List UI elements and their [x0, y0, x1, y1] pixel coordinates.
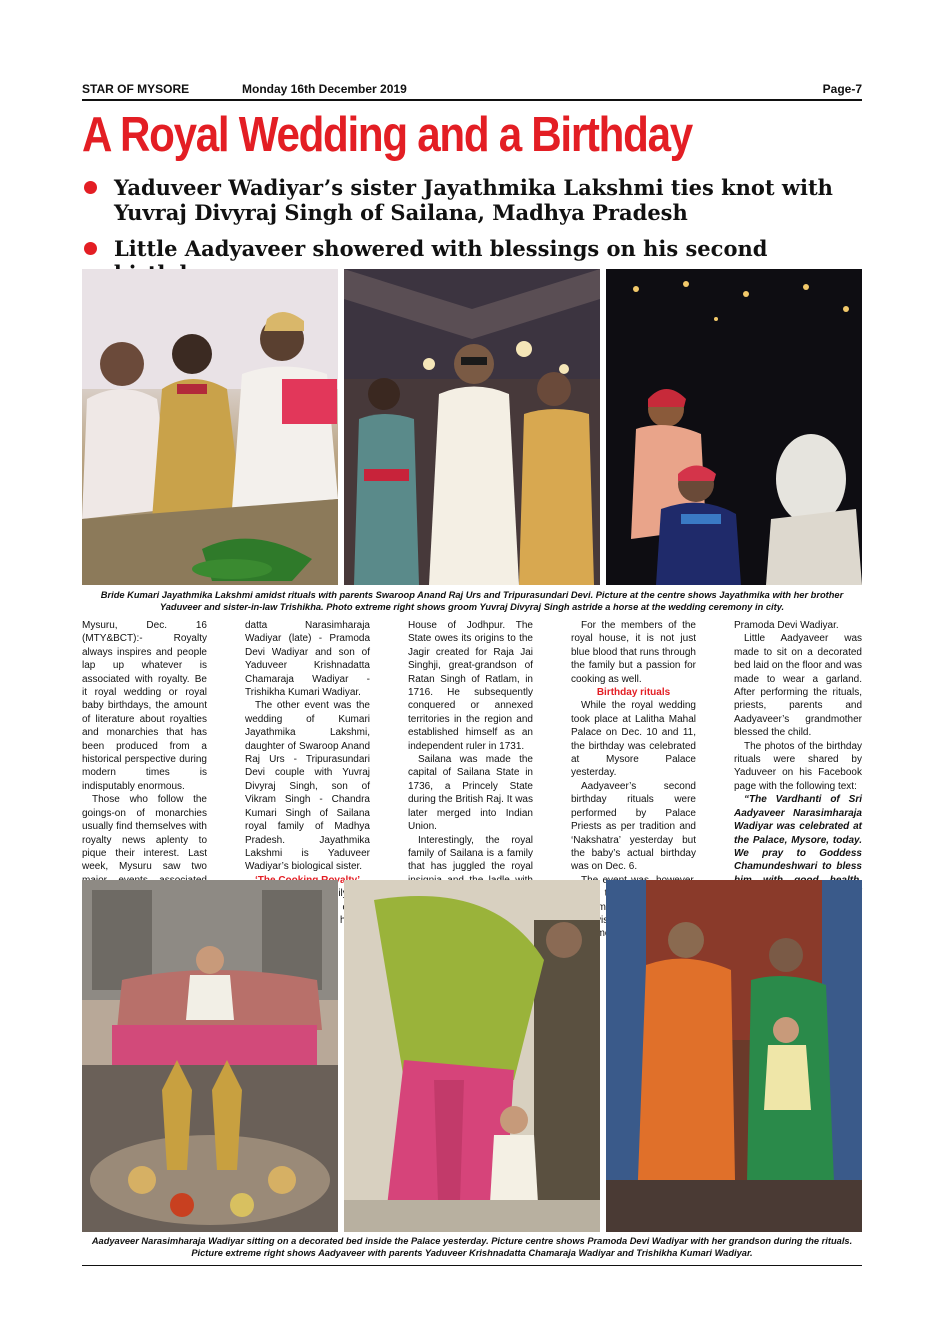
article-paragraph: datta Narasimharaja Wadiyar (late) - Pramoda Devi Wadiyar and son of Yaduveer Krishnadatta Chamaraja Wadiyar - Trishikha Kumari Wadiyar. — [245, 620, 370, 699]
article-column-5 — [734, 619, 862, 879]
bottom-caption: Aadyaveer Narasimharaja Wadiyar sitting on a decorated bed inside the Palace yesterday. Picture centre shows Pramoda Devi Wadiyar with her grandson during the rituals. Picture extreme right shows Aadyaveer with parents Yaduveer Krishnadatta Chamaraja Wadiyar and Trishikha Kumari Wadiyar. — [91, 1236, 853, 1258]
photo-bride-with-brother-art — [344, 269, 600, 585]
photo-groom-on-horse — [606, 269, 862, 585]
bullet-birthday-text: Little Aadyaveer showered with blessings on his second — [114, 236, 768, 261]
article-column-3 — [408, 619, 533, 879]
article-paragraph: Aadyaveer’s second birthday rituals were performed by Palace Priests as per tradition and ‘Nakshatra’ yesterday but the baby’s actual birthday was on Dec. 6. — [571, 780, 696, 873]
photo-bride-rituals-art — [82, 269, 338, 585]
subhead-cooking-royalty: Royalty’ — [321, 874, 360, 886]
facebook-quote: “The Vardhanti of Sri Aadyaveer Narasimharaja Wadiyar was celebrated at the Palace, Mysore, today. We pray to Goddess Chamundeshwari to bless — [734, 794, 862, 873]
bullet-wedding — [82, 175, 862, 225]
article-column-2 — [245, 619, 370, 886]
masthead — [82, 78, 862, 98]
article-paragraph: Those who follow the goings-on of monarchies usually find themselves with royalty news aplenty to pique their interest. Last week, Mysuru saw two — [82, 794, 207, 873]
article-paragraph: House of Jodhpur. The State owes its origins to the Jagir created for Raja Jai Singhji, great-grandson of Ratan Singh of Ratlam, in 1716. He subsequently conquered or annexed territories in the region and established himself as an independent ruler in 1731. — [408, 620, 533, 752]
article-paragraph: Little Aadyaveer was made to sit on a decorated bed laid on the floor and was made to wear a garland. After performing the rituals, priests, parents and Aadyaveer’s grandmother blessed the child. — [734, 633, 862, 739]
footer-rule — [82, 1265, 862, 1266]
subhead-birthday-rituals: Birthday rituals — [596, 687, 671, 699]
article-paragraph: Interestingly, the royal family of Sailana is a family that has juggled the royal — [408, 834, 533, 873]
photo-aadyaveer-on-bed — [82, 880, 338, 1232]
photo-pramoda-devi-with-grandson-art — [344, 880, 600, 1232]
photo-pramoda-devi-with-grandson — [344, 880, 600, 1232]
photo-bride-with-brother — [344, 269, 600, 585]
article-paragraph: The photos of the birthday rituals were shared by Yaduveer on his Facebook page with the following text: — [734, 740, 862, 792]
article-paragraph: Pramoda Devi Wadiyar. — [734, 620, 839, 631]
bullet-wedding-text: Yaduveer Wadiyar’s sister Jayathmika Lakshmi ties knot with Yuvraj Divyraj Singh of Sailana, Madhya Pradesh — [114, 175, 833, 225]
bullet-dot-icon — [84, 181, 97, 194]
photo-bride-rituals — [82, 269, 338, 585]
page-number: Page-7 — [822, 82, 862, 96]
photo-aadyaveer-on-bed-art — [82, 880, 338, 1232]
article-paragraph: Mysuru, Dec. 16 (MTY&BCT):- Royalty always inspires and people lap up whatever is associated with royalty. Be it royal wedding or royal baby birthdays, the amount of literature about royalties and monarchies that has been produced from a historical perspective during modern times is indisputably enormous. — [82, 620, 207, 792]
masthead-rule — [82, 99, 862, 101]
article-column-1 — [82, 619, 207, 879]
article-paragraph: The other event was the wedding of Kumari Jayathmika Lakshmi, daughter of Swaroop Anand Raj Urs - Tripurasundari Devi couple with Yuvraj Divyraj Singh, son of Vikram Singh - Chandra Kumari Singh of Sailana royal family of Madhya Pradesh. Jayathmika Lakshmi is Yaduveer Wadiyar’s biological sister. — [245, 700, 370, 873]
paper-name: STAR OF MYSORE — [82, 82, 190, 96]
photo-aadyaveer-with-parents — [606, 880, 862, 1232]
bullet-dot-icon — [84, 242, 97, 255]
article-paragraph: While the royal wedding took place at Lalitha Mahal Palace on Dec. 10 and 11, the birthday was celebrated at Mysore Palace yesterday. — [571, 700, 696, 779]
article-paragraph: Sailana was made the capital of Sailana State in 1736, a Princely State during the British Raj. It was later merged into Indian Union. — [408, 754, 533, 833]
top-caption: Bride Kumari Jayathmika Lakshmi amidst rituals with parents Swaroop Anand Raj Urs and Tripurasundari Devi. Picture at the centre shows Jayathmika with her brother Yaduveer and sister-in-law Trishikha. Photo extreme right shows groom Yuvraj Divyraj Singh astride a horse at the wedding ceremony in city. — [100, 590, 844, 612]
issue-date: Monday 16th December 2019 — [242, 82, 407, 96]
article-paragraph: For the members of the royal house, it is not just blue blood that runs through the family but a passion for cooking as well. — [571, 620, 696, 685]
article-column-4 — [571, 619, 696, 913]
article-paragraph: family. — [589, 901, 618, 913]
photo-aadyaveer-with-parents-art — [606, 880, 862, 1232]
photo-groom-on-horse-art — [606, 269, 862, 585]
headline: A Royal Wedding and a Birthday — [82, 108, 692, 162]
